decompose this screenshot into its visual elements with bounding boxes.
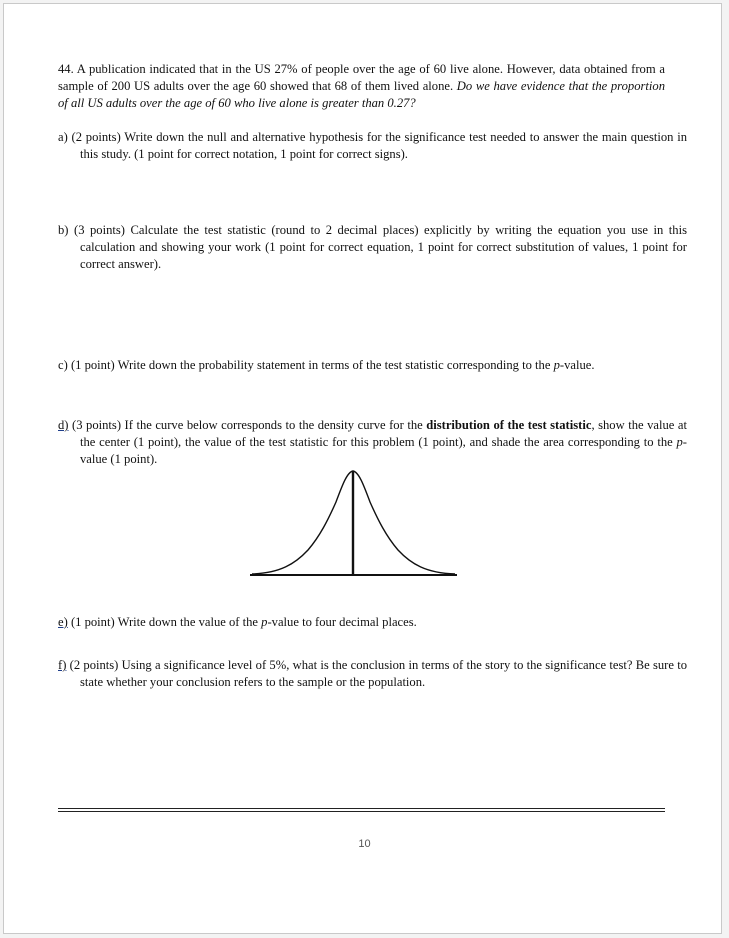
part-b-label: b) <box>58 223 69 237</box>
part-e-text-end: -value to four decimal places. <box>267 615 417 629</box>
part-c-label: c) <box>58 358 68 372</box>
part-f-label: f) <box>58 658 67 672</box>
part-a-label: a) <box>58 130 68 144</box>
part-a <box>58 129 687 163</box>
part-c-text: (1 point) Write down the probability statement in terms of the test statistic corresponding to the <box>67 358 554 372</box>
footer-rule-bottom <box>58 811 665 812</box>
part-d-text-mid: , show the value at the center (1 point), the value of the test statistic for this problem (1 point), and shade the area corresponding to the <box>80 418 688 449</box>
question-italic: Do we have evidence that the proportion of all US adults over the age of 60 who live alone is greater than 0.27? <box>58 79 665 110</box>
question-number: 44. <box>58 62 74 76</box>
part-c <box>58 357 687 374</box>
part-f-text: (2 points) Using a significance level of 5%, what is the conclusion in terms of the story to the significance test? Be sure to state whether your conclusion refers to the sample or the population. <box>66 658 687 689</box>
density-curve-figure <box>250 464 457 580</box>
question-intro <box>58 61 665 112</box>
part-e-label: e) <box>58 615 68 629</box>
part-b-text: (3 points) Calculate the test statistic (round to 2 decimal places) explicitly by writing the equation you use in this calculation and showing your work (1 point for correct equation, 1 point for correct substitution of values, 1 point for correct answer). <box>68 223 687 271</box>
part-e <box>58 614 687 631</box>
part-d <box>58 417 687 468</box>
part-c-text-end: -value. <box>559 358 595 372</box>
part-d-p: p <box>676 435 683 449</box>
part-d-label: d) <box>58 418 69 432</box>
part-d-text: (3 points) If the curve below corresponds to the density curve for the <box>68 418 427 432</box>
footer-rule-top <box>58 808 665 809</box>
part-d-bold: distribution of the test statistic <box>426 418 592 432</box>
part-b <box>58 222 687 273</box>
part-f <box>58 657 687 691</box>
part-e-p: p <box>261 615 268 629</box>
part-c-p: p <box>553 358 560 372</box>
page-number: 10 <box>358 838 371 850</box>
part-e-text: (1 point) Write down the value of the <box>67 615 262 629</box>
part-a-text: (2 points) Write down the null and alternative hypothesis for the significance test needed to answer the main question in this study. (1 point for correct notation, 1 point for correct signs). <box>67 130 687 161</box>
part-d-text-end: -value (1 point). <box>80 435 687 466</box>
question-text: A publication indicated that in the US 27% of people over the age of 60 live alone. However, data obtained from a sample of 200 US adults over the age 60 showed that 68 of them lived alone. <box>58 62 665 93</box>
